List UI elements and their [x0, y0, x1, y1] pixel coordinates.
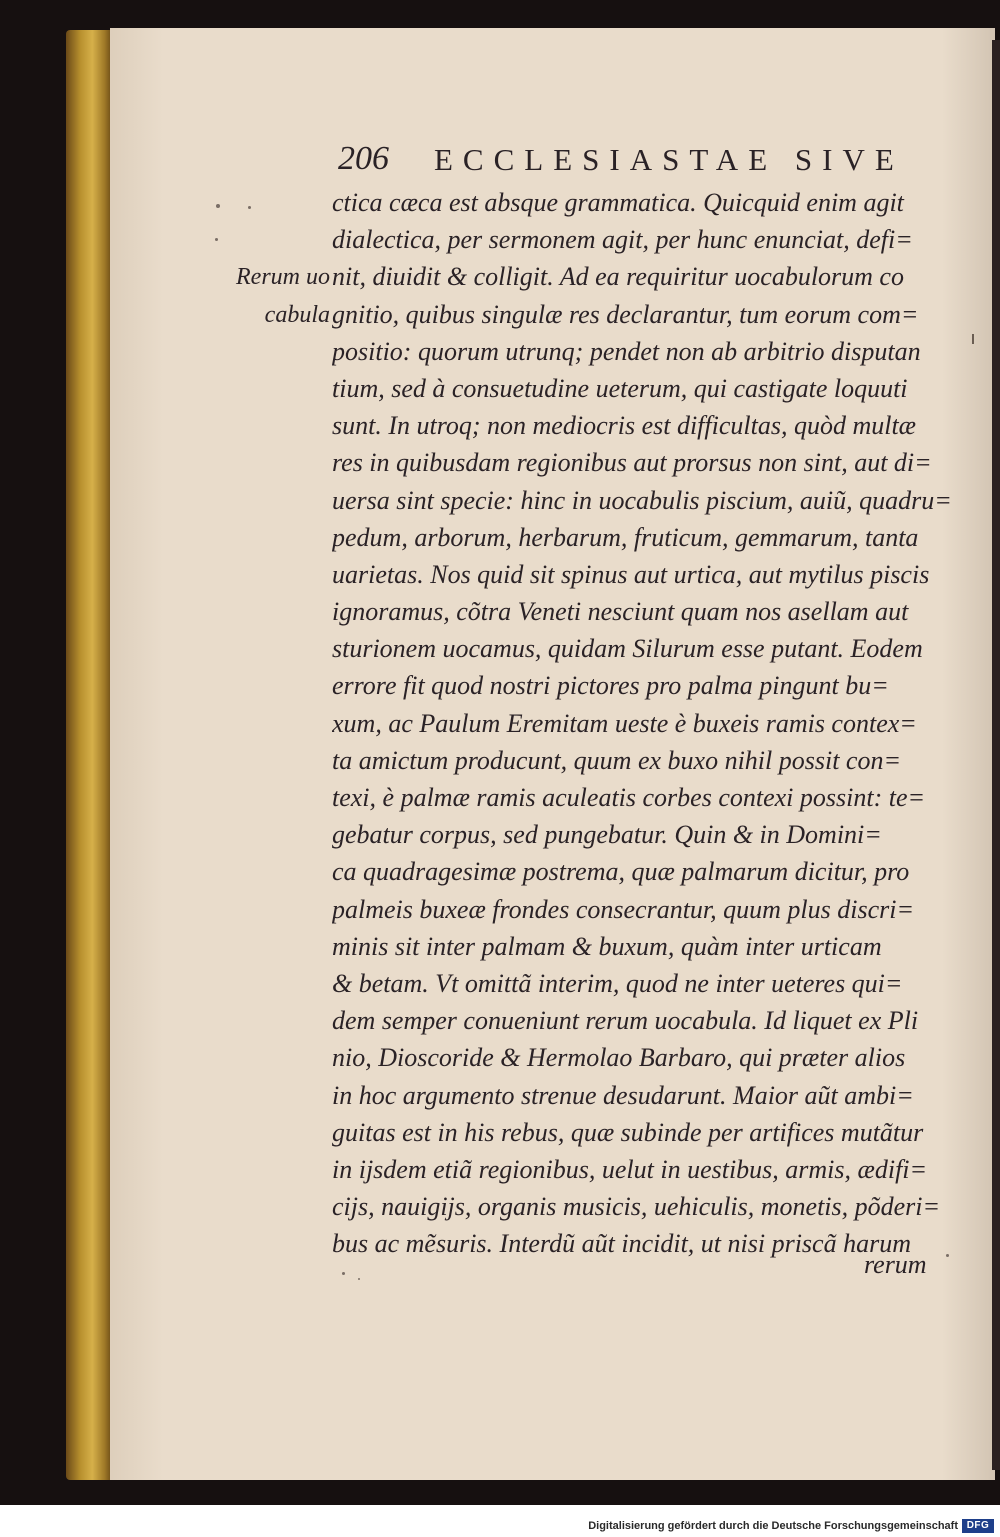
text-line: sunt. In utroq; non mediocris est difficultas, quòd multæ: [332, 411, 917, 441]
text-line: nio, Dioscoride & Hermolao Barbaro, qui præter alios: [332, 1043, 906, 1073]
paper-speck: [358, 1278, 360, 1280]
text-line: ignoramus, cõtra Veneti nesciunt quam nos asellam aut: [332, 597, 909, 627]
paper-speck: [248, 206, 251, 209]
page-edge: [992, 40, 1000, 1470]
paper-speck: [215, 238, 218, 241]
text-line: tium, sed à consuetudine ueterum, qui castigate loquuti: [332, 373, 908, 403]
text-line: dialectica, per sermonem agit, per hunc enunciat, defi=: [332, 225, 913, 255]
text-line: uarietas. Nos quid sit spinus aut urtica, aut mytilus piscis: [332, 559, 930, 589]
text-line: res in quibusdam regionibus aut prorsus non sint, aut di=: [332, 448, 932, 478]
text-line: palmeis buxeæ frondes consecrantur, quum plus discri=: [332, 894, 915, 924]
text-line: sturionem uocamus, quidam Silurum esse putant. Eodem: [332, 634, 923, 664]
text-line: gnitio, quibus singulæ res declarantur, tum eorum com=: [332, 299, 919, 329]
text-line: ctica cæca est absque grammatica. Quicquid enim agit: [332, 188, 904, 217]
text-line: gebatur corpus, sed pungebatur. Quin & in Domini=: [332, 820, 882, 850]
marginal-note-line: cabula: [264, 302, 330, 328]
text-line: minis sit inter palmam & buxum, quàm inter urticam: [332, 931, 882, 961]
text-line: in ijsdem etiã regionibus, uelut in uestibus, armis, ædifi=: [332, 1154, 928, 1184]
text-line: cijs, nauigijs, organis musicis, uehiculis, monetis, põderi=: [332, 1192, 941, 1222]
page-header: [338, 140, 938, 184]
text-line: bus ac mẽsuris. Interdũ aũt incidit, ut nisi priscã harum: [332, 1229, 911, 1259]
text-line: xum, ac Paulum Eremitam ueste è buxeis ramis contex=: [332, 708, 917, 738]
page-mark: [972, 334, 974, 344]
catchword: rerum: [864, 1250, 927, 1279]
running-head: ECCLESIASTAE SIVE: [434, 142, 904, 177]
text-line: guitas est in his rebus, quæ subinde per artifices mutãtur: [332, 1117, 924, 1147]
body-text: [332, 184, 958, 1262]
paper-speck: [216, 204, 220, 208]
paper-speck: [946, 1254, 949, 1257]
text-line: pedum, arborum, herbarum, fruticum, gemmarum, tanta: [332, 522, 919, 552]
text-line: uersa sint specie: hinc in uocabulis piscium, auiũ, quadru=: [332, 485, 952, 515]
text-line: ca quadragesimæ postrema, quæ palmarum dicitur, pro: [332, 857, 910, 887]
book-spine: [66, 30, 114, 1480]
text-line: in hoc argumento strenue desudarunt. Maior aũt ambi=: [332, 1080, 914, 1110]
marginal-note: [214, 258, 330, 334]
text-line: texi, è palmæ ramis aculeatis corbes contexi possint: te=: [332, 783, 926, 812]
text-line: nit, diuidit & colligit. Ad ea requiritur uocabulorum co: [332, 262, 904, 292]
marginal-note-line: Rerum uo: [236, 264, 330, 290]
dfg-logo-icon: DFG: [962, 1519, 994, 1533]
funding-credit: Digitalisierung gefördert durch die Deutsche Forschungsgemeinschaft: [588, 1520, 958, 1532]
text-line: ta amictum producunt, quum ex buxo nihil possit con=: [332, 745, 902, 775]
text-line: & betam. Vt omittã interim, quod ne inter ueteres qui=: [332, 968, 903, 998]
text-line: errore fit quod nostri pictores pro palma pingunt bu=: [332, 671, 889, 701]
page-number: 206: [338, 140, 389, 177]
paper-speck: [342, 1272, 345, 1275]
text-line: dem semper conueniunt rerum uocabula. Id liquet ex Pli: [332, 1006, 919, 1036]
text-line: positio: quorum utrunq; pendet non ab arbitrio disputan: [332, 336, 921, 366]
